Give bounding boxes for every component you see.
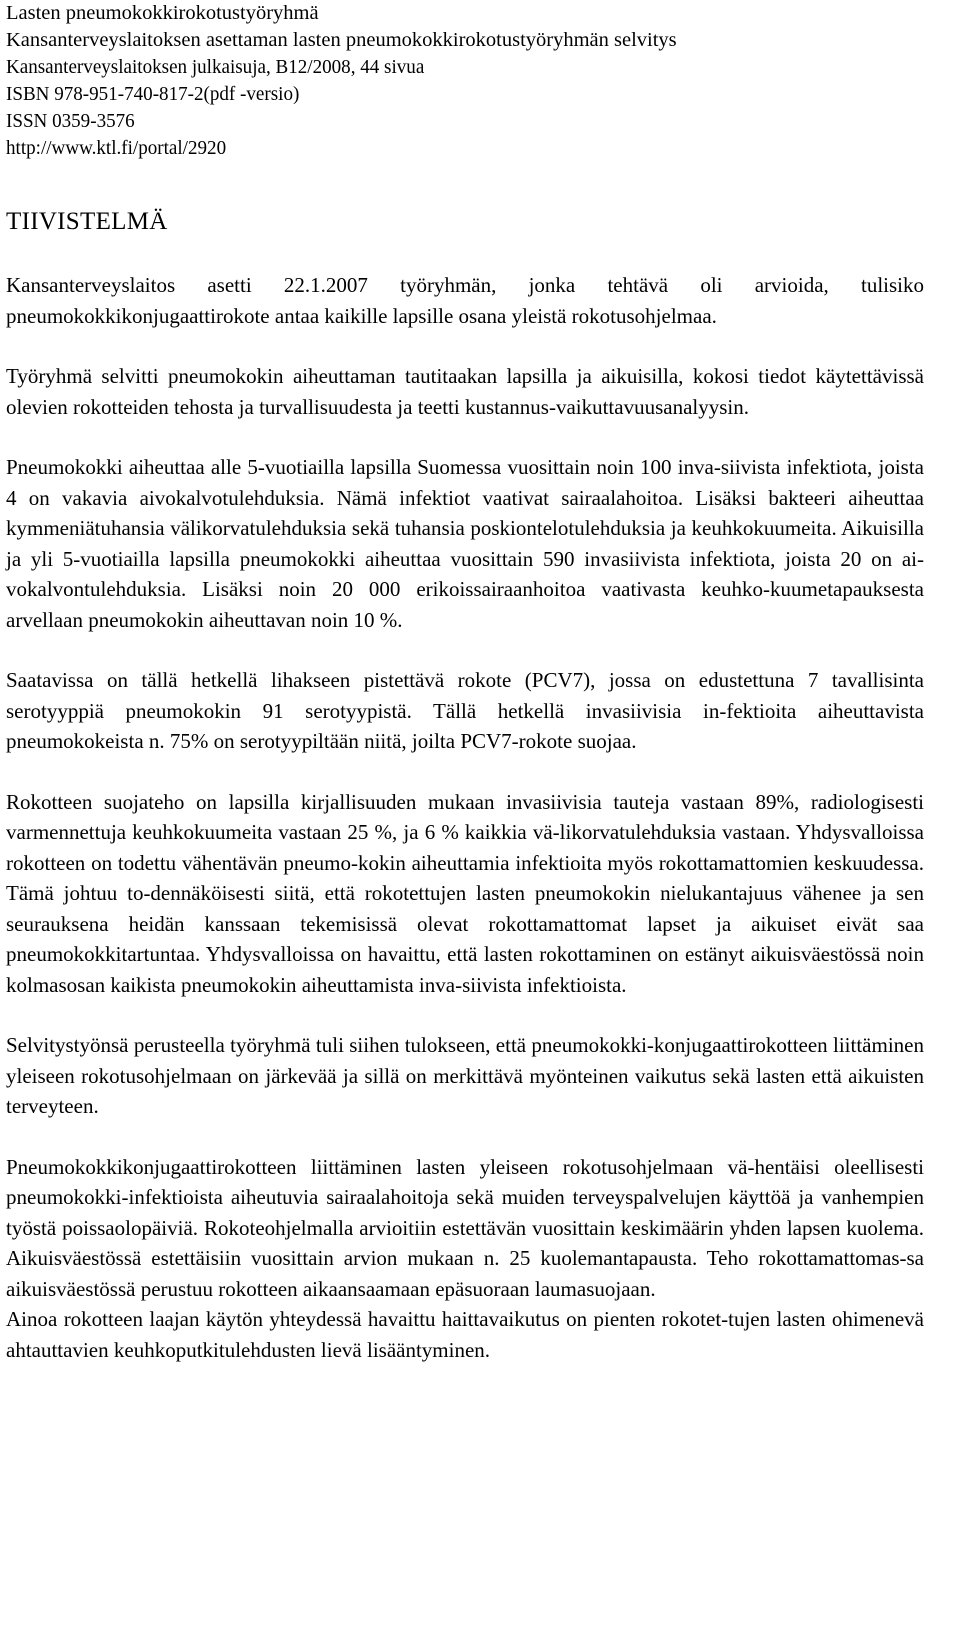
paragraph-6: Selvitystyönsä perusteella työryhmä tuli siihen tulokseen, että pneumokokki-konjugaattirokotteen liittäminen yleiseen rokotusohjelmaan on järkevää ja sillä on merkittävä myönteinen vaikutus sekä lasten että aikuisten terveyteen. [6, 1033, 924, 1118]
report-title: Lasten pneumokokkirokotustyöryhmä [6, 2, 319, 24]
paragraph-3: Pneumokokki aiheuttaa alle 5-vuotiailla lapsilla Suomessa vuosittain noin 100 inva-siivista infektiota, joista 4 on vakavia aivokalvotulehduksia. Nämä infektiot vaativat sairaalahoitoa. Lisäksi bakteeri aiheuttaa kymmeniätuhansia välikorvatulehduksia sekä tuhansia poskiontelotulehduksia ja keuhkokuumeita. Aikuisilla ja yli 5-vuotiailla lapsilla pneumokokki aiheuttaa vuosittain 590 invasiivista infektiota, joista 20 on ai-vokalvontulehduksia. Lisäksi noin 20 000 erikoissairaanhoitoa vaativasta keuhko-kuumetapauksesta arvellaan pneumokokin aiheuttavan noin 10 %. [6, 455, 924, 632]
paragraph-8: Ainoa rokotteen laajan käytön yhteydessä havaittu haittavaikutus on pienten rokotet-tujen lasten ohimenevä ahtauttavien keuhkoputkitulehdusten lievä lisääntyminen. [6, 1307, 924, 1362]
issn: ISSN 0359-3576 [6, 110, 135, 132]
document-page [6, 0, 924, 1365]
paragraph-4: Saatavissa on tällä hetkellä lihakseen pistettävä rokote (PCV7), jossa on edustettuna 7 tavallisinta serotyyppiä pneumokokin 91 serotyypistä. Tällä hetkellä invasiivisia in-fektioita aiheuttavista pneumokokeista n. 75% on serotyypiltään niitä, joilta PCV7-rokote suojaa. [6, 668, 924, 753]
isbn: ISBN 978-951-740-817-2(pdf -versio) [6, 83, 300, 105]
paragraph-5: Rokotteen suojateho on lapsilla kirjallisuuden mukaan invasiivisia tauteja vastaan 89%, radiologisesti varmennettuja keuhkokuumeita vastaan 25 %, ja 6 % kaikkia vä-likorvatulehduksia vastaan. Yhdysvalloissa rokotteen on todettu vähentävän pneumo-kokin aiheuttamia infektioita myös rokottamattomien keskuudessa. Tämä johtuu to-dennäköisesti siitä, että rokotettujen lasten pneumokokin nielukantajuus vähenee ja sen seurauksena heidän kanssaan tekemisissä olevat rokottamattomat lapset ja aikuiset eivät saa pneumokokkitartuntaa. Yhdysvalloissa on havaittu, että lasten rokottaminen on estänyt aikuisväestössä noin kolmasosan kaikista pneumokokin aiheuttamista inva-siivista infektioista. [6, 789, 924, 997]
report-url: http://www.ktl.fi/portal/2920 [6, 137, 227, 159]
section-heading: TIIVISTELMÄ [6, 208, 168, 235]
paragraph-7: Pneumokokkikonjugaattirokotteen liittäminen lasten yleiseen rokotusohjelmaan vä-hentäisi oleellisesti pneumokokki-infektioista aiheutuvia sairaalahoitoja sekä muiden terveyspalvelujen käyttöä ja vanhempien työstä poissaolopäiviä. Rokoteohjelmalla arvioitiin estettävän vuosittain keskimäärin yhden lapsen kuolema. Aikuisväestössä estettäisiin vuosittain arvion mukaan n. 25 kuolemantapausta. Teho rokottamattomas-sa aikuisväestössä perustuu rokotteen aikaansaamaan epäsuoraan laumasuojaan. [6, 1154, 924, 1301]
paragraph-1: Kansanterveyslaitos asetti 22.1.2007 työryhmän, jonka tehtävä oli arvioida, tulisiko pneumokokkikonjugaattirokote antaa kaikille lapsille osana yleistä rokotusohjelmaa. [6, 273, 924, 328]
paragraph-2: Työryhmä selvitti pneumokokin aiheuttaman tautitaakan lapsilla ja aikuisilla, kokosi tiedot käytettävissä olevien rokotteiden tehosta ja turvallisuudesta ja teetti kustannus-vaikuttavuusanalyysin. [6, 364, 924, 419]
report-subtitle: Kansanterveyslaitoksen asettaman lasten pneumokokkirokotustyöryhmän selvitys [6, 29, 677, 51]
publication-info: Kansanterveyslaitoksen julkaisuja, B12/2008, 44 sivua [6, 56, 425, 78]
document-header [6, 0, 924, 162]
